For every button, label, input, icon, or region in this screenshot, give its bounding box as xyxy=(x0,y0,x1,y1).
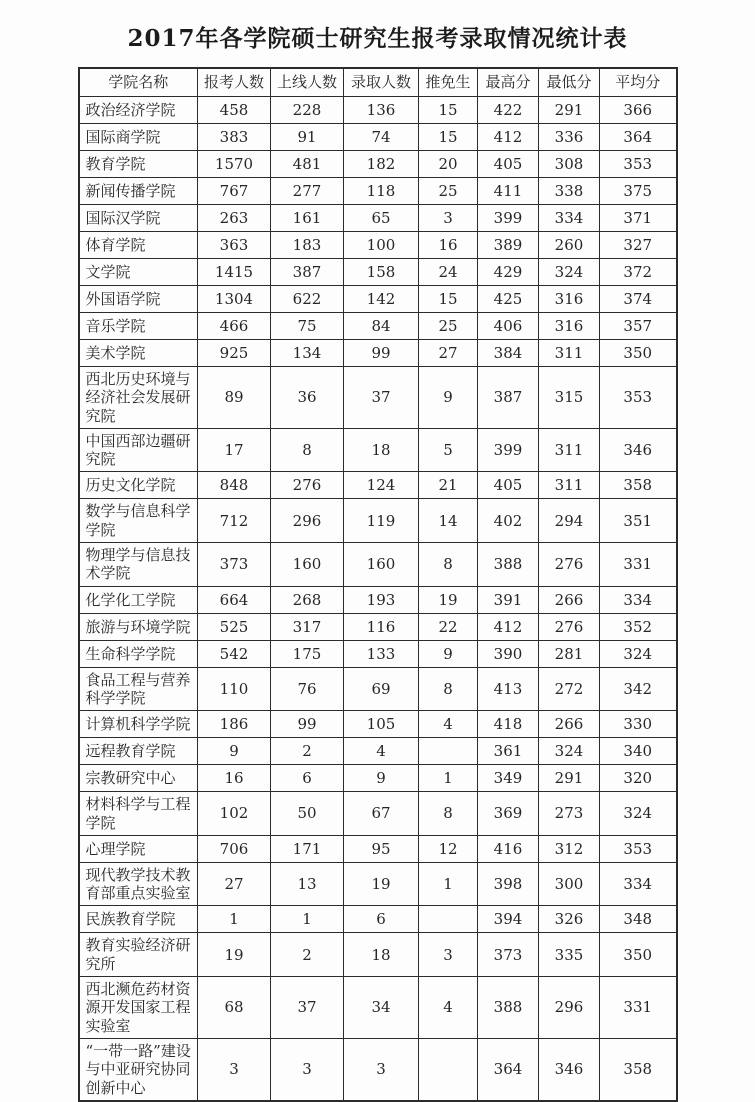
value-cell: 429 xyxy=(478,259,539,286)
value-cell: 276 xyxy=(271,472,344,499)
college-name-cell: 教育实验经济研究所 xyxy=(79,933,198,977)
value-cell: 383 xyxy=(198,124,271,151)
value-cell: 76 xyxy=(271,667,344,711)
college-name-cell: 物理学与信息技术学院 xyxy=(79,543,198,587)
value-cell: 312 xyxy=(539,835,600,862)
value-cell: 100 xyxy=(344,232,419,259)
value-cell: 16 xyxy=(419,232,478,259)
table-row xyxy=(79,792,677,836)
value-cell: 327 xyxy=(600,232,677,259)
value-cell: 110 xyxy=(198,667,271,711)
value-cell: 16 xyxy=(198,765,271,792)
table-row xyxy=(79,499,677,543)
table-row xyxy=(79,313,677,340)
table-row xyxy=(79,151,677,178)
value-cell: 15 xyxy=(419,286,478,313)
value-cell: 182 xyxy=(344,151,419,178)
value-cell: 1 xyxy=(198,906,271,933)
table-row xyxy=(79,862,677,906)
college-name-cell: 国际汉学院 xyxy=(79,205,198,232)
table-row xyxy=(79,711,677,738)
value-cell: 412 xyxy=(478,124,539,151)
value-cell: 389 xyxy=(478,232,539,259)
value-cell: 37 xyxy=(271,977,344,1039)
college-name-cell: 政治经济学院 xyxy=(79,97,198,124)
table-row xyxy=(79,286,677,313)
value-cell: 338 xyxy=(539,178,600,205)
value-cell: 13 xyxy=(271,862,344,906)
college-name-cell: 化学化工学院 xyxy=(79,586,198,613)
value-cell: 316 xyxy=(539,286,600,313)
value-cell: 67 xyxy=(344,792,419,836)
value-cell: 17 xyxy=(198,428,271,472)
value-cell: 9 xyxy=(419,640,478,667)
value-cell: 4 xyxy=(419,977,478,1039)
value-cell: 68 xyxy=(198,977,271,1039)
table-row xyxy=(79,765,677,792)
value-cell: 712 xyxy=(198,499,271,543)
table-row xyxy=(79,367,677,429)
value-cell: 124 xyxy=(344,472,419,499)
college-name-cell: 西北历史环境与经济社会发展研究院 xyxy=(79,367,198,429)
value-cell: 350 xyxy=(600,933,677,977)
value-cell: 349 xyxy=(478,765,539,792)
value-cell: 358 xyxy=(600,472,677,499)
column-header-admitted: 录取人数 xyxy=(344,68,419,97)
value-cell: 1570 xyxy=(198,151,271,178)
admission-stats-table xyxy=(78,67,678,1102)
value-cell: 3 xyxy=(271,1038,344,1100)
value-cell: 331 xyxy=(600,977,677,1039)
value-cell: 353 xyxy=(600,835,677,862)
value-cell: 346 xyxy=(600,428,677,472)
value-cell: 8 xyxy=(419,792,478,836)
table-row xyxy=(79,340,677,367)
value-cell: 336 xyxy=(539,124,600,151)
table-row xyxy=(79,640,677,667)
value-cell: 193 xyxy=(344,586,419,613)
value-cell: 1 xyxy=(271,906,344,933)
page-title: 2017年各学院硕士研究生报考录取情况统计表 xyxy=(127,25,628,52)
value-cell: 363 xyxy=(198,232,271,259)
value-cell: 411 xyxy=(478,178,539,205)
college-name-cell: 美术学院 xyxy=(79,340,198,367)
value-cell: 374 xyxy=(600,286,677,313)
table-row xyxy=(79,259,677,286)
value-cell: 334 xyxy=(600,862,677,906)
college-name-cell: 西北濒危药材资源开发国家工程实验室 xyxy=(79,977,198,1039)
college-name-cell: 食品工程与营养科学学院 xyxy=(79,667,198,711)
value-cell: 34 xyxy=(344,977,419,1039)
value-cell: 387 xyxy=(271,259,344,286)
column-header-applicants: 报考人数 xyxy=(198,68,271,97)
value-cell: 20 xyxy=(419,151,478,178)
table-header-row xyxy=(79,68,677,97)
value-cell: 268 xyxy=(271,586,344,613)
value-cell: 142 xyxy=(344,286,419,313)
value-cell: 260 xyxy=(539,232,600,259)
value-cell: 364 xyxy=(478,1038,539,1100)
value-cell: 19 xyxy=(419,586,478,613)
table-row xyxy=(79,835,677,862)
value-cell: 118 xyxy=(344,178,419,205)
value-cell: 622 xyxy=(271,286,344,313)
value-cell: 416 xyxy=(478,835,539,862)
table-row xyxy=(79,232,677,259)
value-cell: 387 xyxy=(478,367,539,429)
value-cell: 50 xyxy=(271,792,344,836)
value-cell: 481 xyxy=(271,151,344,178)
value-cell: 664 xyxy=(198,586,271,613)
value-cell: 171 xyxy=(271,835,344,862)
college-name-cell: 历史文化学院 xyxy=(79,472,198,499)
value-cell: 3 xyxy=(344,1038,419,1100)
value-cell: 186 xyxy=(198,711,271,738)
value-cell: 136 xyxy=(344,97,419,124)
value-cell: 277 xyxy=(271,178,344,205)
value-cell: 18 xyxy=(344,428,419,472)
value-cell: 361 xyxy=(478,738,539,765)
value-cell: 405 xyxy=(478,472,539,499)
college-name-cell: “一带一路”建设与中亚研究协同创新中心 xyxy=(79,1038,198,1100)
value-cell: 925 xyxy=(198,340,271,367)
value-cell: 335 xyxy=(539,933,600,977)
value-cell: 371 xyxy=(600,205,677,232)
value-cell: 18 xyxy=(344,933,419,977)
value-cell: 4 xyxy=(344,738,419,765)
value-cell: 37 xyxy=(344,367,419,429)
college-name-cell: 远程教育学院 xyxy=(79,738,198,765)
college-name-cell: 新闻传播学院 xyxy=(79,178,198,205)
college-name-cell: 宗教研究中心 xyxy=(79,765,198,792)
value-cell: 263 xyxy=(198,205,271,232)
college-name-cell: 民族教育学院 xyxy=(79,906,198,933)
value-cell: 422 xyxy=(478,97,539,124)
value-cell: 273 xyxy=(539,792,600,836)
value-cell: 352 xyxy=(600,613,677,640)
college-name-cell: 现代教学技术教育部重点实验室 xyxy=(79,862,198,906)
table-row xyxy=(79,667,677,711)
value-cell: 9 xyxy=(198,738,271,765)
value-cell: 364 xyxy=(600,124,677,151)
value-cell: 75 xyxy=(271,313,344,340)
value-cell: 348 xyxy=(600,906,677,933)
value-cell: 406 xyxy=(478,313,539,340)
value-cell: 24 xyxy=(419,259,478,286)
value-cell: 706 xyxy=(198,835,271,862)
table-row xyxy=(79,205,677,232)
college-name-cell: 心理学院 xyxy=(79,835,198,862)
value-cell: 351 xyxy=(600,499,677,543)
column-header-college-name: 学院名称 xyxy=(79,68,198,97)
value-cell: 425 xyxy=(478,286,539,313)
value-cell: 373 xyxy=(478,933,539,977)
college-name-cell: 国际商学院 xyxy=(79,124,198,151)
value-cell xyxy=(419,1038,478,1100)
college-name-cell: 教育学院 xyxy=(79,151,198,178)
value-cell: 412 xyxy=(478,613,539,640)
value-cell: 1 xyxy=(419,862,478,906)
value-cell: 390 xyxy=(478,640,539,667)
value-cell: 358 xyxy=(600,1038,677,1100)
column-header-above-line: 上线人数 xyxy=(271,68,344,97)
value-cell: 12 xyxy=(419,835,478,862)
college-name-cell: 中国西部边疆研究院 xyxy=(79,428,198,472)
value-cell: 84 xyxy=(344,313,419,340)
column-header-max-score: 最高分 xyxy=(478,68,539,97)
value-cell: 21 xyxy=(419,472,478,499)
value-cell: 458 xyxy=(198,97,271,124)
value-cell: 36 xyxy=(271,367,344,429)
value-cell: 334 xyxy=(539,205,600,232)
value-cell: 228 xyxy=(271,97,344,124)
value-cell: 19 xyxy=(344,862,419,906)
table-row xyxy=(79,1038,677,1100)
value-cell: 300 xyxy=(539,862,600,906)
value-cell: 6 xyxy=(344,906,419,933)
value-cell: 266 xyxy=(539,586,600,613)
table-row xyxy=(79,738,677,765)
value-cell: 266 xyxy=(539,711,600,738)
college-name-cell: 外国语学院 xyxy=(79,286,198,313)
value-cell: 324 xyxy=(600,640,677,667)
value-cell: 326 xyxy=(539,906,600,933)
value-cell: 27 xyxy=(198,862,271,906)
college-name-cell: 文学院 xyxy=(79,259,198,286)
value-cell: 369 xyxy=(478,792,539,836)
value-cell: 767 xyxy=(198,178,271,205)
table-row xyxy=(79,472,677,499)
value-cell: 74 xyxy=(344,124,419,151)
college-name-cell: 数学与信息科学学院 xyxy=(79,499,198,543)
value-cell: 119 xyxy=(344,499,419,543)
value-cell: 525 xyxy=(198,613,271,640)
college-name-cell: 体育学院 xyxy=(79,232,198,259)
stats-table-body xyxy=(79,97,677,1101)
value-cell: 102 xyxy=(198,792,271,836)
value-cell: 6 xyxy=(271,765,344,792)
value-cell: 320 xyxy=(600,765,677,792)
value-cell: 311 xyxy=(539,472,600,499)
value-cell: 317 xyxy=(271,613,344,640)
table-row xyxy=(79,613,677,640)
column-header-avg-score: 平均分 xyxy=(600,68,677,97)
table-row xyxy=(79,977,677,1039)
value-cell: 394 xyxy=(478,906,539,933)
value-cell: 316 xyxy=(539,313,600,340)
value-cell: 330 xyxy=(600,711,677,738)
value-cell: 399 xyxy=(478,205,539,232)
value-cell: 22 xyxy=(419,613,478,640)
table-row xyxy=(79,586,677,613)
value-cell: 91 xyxy=(271,124,344,151)
value-cell: 398 xyxy=(478,862,539,906)
value-cell: 402 xyxy=(478,499,539,543)
value-cell: 353 xyxy=(600,367,677,429)
value-cell: 372 xyxy=(600,259,677,286)
value-cell: 3 xyxy=(419,205,478,232)
value-cell: 2 xyxy=(271,933,344,977)
value-cell: 294 xyxy=(539,499,600,543)
value-cell: 1304 xyxy=(198,286,271,313)
value-cell: 89 xyxy=(198,367,271,429)
value-cell: 134 xyxy=(271,340,344,367)
value-cell: 848 xyxy=(198,472,271,499)
value-cell: 2 xyxy=(271,738,344,765)
value-cell: 9 xyxy=(419,367,478,429)
value-cell: 4 xyxy=(419,711,478,738)
value-cell: 158 xyxy=(344,259,419,286)
table-row xyxy=(79,178,677,205)
value-cell: 311 xyxy=(539,428,600,472)
value-cell: 291 xyxy=(539,97,600,124)
value-cell: 25 xyxy=(419,313,478,340)
value-cell: 291 xyxy=(539,765,600,792)
value-cell: 27 xyxy=(419,340,478,367)
value-cell: 272 xyxy=(539,667,600,711)
value-cell: 281 xyxy=(539,640,600,667)
value-cell: 353 xyxy=(600,151,677,178)
table-row xyxy=(79,906,677,933)
value-cell: 324 xyxy=(600,792,677,836)
value-cell: 15 xyxy=(419,97,478,124)
value-cell: 342 xyxy=(600,667,677,711)
value-cell: 388 xyxy=(478,543,539,587)
value-cell: 324 xyxy=(539,738,600,765)
value-cell: 15 xyxy=(419,124,478,151)
value-cell: 315 xyxy=(539,367,600,429)
value-cell: 69 xyxy=(344,667,419,711)
value-cell: 375 xyxy=(600,178,677,205)
value-cell: 366 xyxy=(600,97,677,124)
college-name-cell: 计算机科学学院 xyxy=(79,711,198,738)
value-cell: 388 xyxy=(478,977,539,1039)
table-row xyxy=(79,428,677,472)
college-name-cell: 旅游与环境学院 xyxy=(79,613,198,640)
value-cell: 161 xyxy=(271,205,344,232)
college-name-cell: 生命科学学院 xyxy=(79,640,198,667)
value-cell: 8 xyxy=(271,428,344,472)
value-cell: 418 xyxy=(478,711,539,738)
value-cell: 296 xyxy=(271,499,344,543)
value-cell xyxy=(419,738,478,765)
value-cell: 116 xyxy=(344,613,419,640)
value-cell: 3 xyxy=(198,1038,271,1100)
value-cell: 308 xyxy=(539,151,600,178)
value-cell: 391 xyxy=(478,586,539,613)
value-cell: 8 xyxy=(419,667,478,711)
value-cell: 99 xyxy=(344,340,419,367)
value-cell: 373 xyxy=(198,543,271,587)
value-cell: 334 xyxy=(600,586,677,613)
value-cell: 160 xyxy=(271,543,344,587)
value-cell: 8 xyxy=(419,543,478,587)
value-cell: 276 xyxy=(539,543,600,587)
value-cell: 99 xyxy=(271,711,344,738)
value-cell: 183 xyxy=(271,232,344,259)
value-cell: 399 xyxy=(478,428,539,472)
value-cell: 350 xyxy=(600,340,677,367)
value-cell: 346 xyxy=(539,1038,600,1100)
value-cell: 324 xyxy=(539,259,600,286)
value-cell: 133 xyxy=(344,640,419,667)
value-cell: 105 xyxy=(344,711,419,738)
value-cell: 296 xyxy=(539,977,600,1039)
value-cell: 14 xyxy=(419,499,478,543)
value-cell: 1 xyxy=(419,765,478,792)
value-cell: 311 xyxy=(539,340,600,367)
value-cell: 413 xyxy=(478,667,539,711)
table-row xyxy=(79,124,677,151)
value-cell: 5 xyxy=(419,428,478,472)
value-cell: 466 xyxy=(198,313,271,340)
value-cell: 384 xyxy=(478,340,539,367)
table-row xyxy=(79,933,677,977)
value-cell: 19 xyxy=(198,933,271,977)
value-cell: 65 xyxy=(344,205,419,232)
value-cell: 9 xyxy=(344,765,419,792)
value-cell: 95 xyxy=(344,835,419,862)
table-row xyxy=(79,543,677,587)
value-cell: 405 xyxy=(478,151,539,178)
value-cell: 357 xyxy=(600,313,677,340)
value-cell: 25 xyxy=(419,178,478,205)
value-cell: 542 xyxy=(198,640,271,667)
college-name-cell: 材料科学与工程学院 xyxy=(79,792,198,836)
college-name-cell: 音乐学院 xyxy=(79,313,198,340)
value-cell: 340 xyxy=(600,738,677,765)
value-cell xyxy=(419,906,478,933)
column-header-min-score: 最低分 xyxy=(539,68,600,97)
value-cell: 331 xyxy=(600,543,677,587)
column-header-exempt: 推免生 xyxy=(419,68,478,97)
value-cell: 160 xyxy=(344,543,419,587)
table-row xyxy=(79,97,677,124)
value-cell: 3 xyxy=(419,933,478,977)
value-cell: 1415 xyxy=(198,259,271,286)
value-cell: 276 xyxy=(539,613,600,640)
value-cell: 175 xyxy=(271,640,344,667)
